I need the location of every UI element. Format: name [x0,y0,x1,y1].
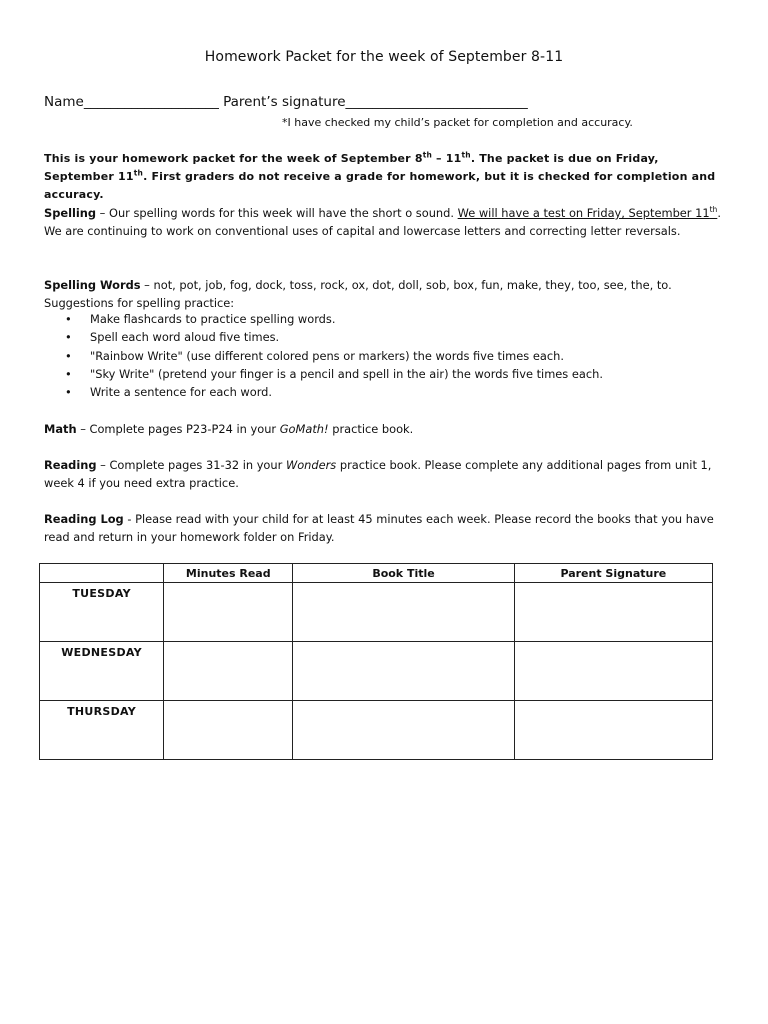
minutes-cell[interactable] [164,583,293,642]
list-item: • Spell each word aloud five times. [44,328,724,346]
table-header-row [40,564,713,583]
book-title-cell[interactable] [293,642,514,701]
reading-label: Reading [44,458,97,472]
suggestions-intro: Suggestions for spelling practice: [44,296,235,310]
reading-log-table [39,563,713,760]
book-title-cell[interactable] [293,583,514,642]
list-item: • Make flashcards to practice spelling words. [44,310,724,328]
math-label: Math [44,422,77,436]
parent-signature-cell[interactable] [514,583,712,642]
parent-signature-cell[interactable] [514,701,712,760]
day-label: WEDNESDAY [40,642,164,701]
bullet-icon: • [65,348,72,363]
list-item: • "Rainbow Write" (use different colored pens or markers) the words five times each. [44,347,724,365]
day-label: TUESDAY [40,583,164,642]
reading-log-label: Reading Log [44,512,124,526]
math-paragraph: Math – Complete pages P23-P24 in your GoMath! practice book. [44,422,414,436]
list-item: • Write a sentence for each word. [44,383,724,401]
table-row [40,583,713,642]
reading-log-paragraph: Reading Log - Please read with your child for at least 45 minutes each week. Please record the books that you have read and return in your homework folder on Friday. [44,512,714,544]
list-item: • "Sky Write" (pretend your finger is a pencil and spell in the air) the words five times each. [44,365,724,383]
page-title: Homework Packet for the week of September 8-11 [204,49,564,65]
name-signature-line: Name____________________ Parent’s signature___________________________ [44,94,528,110]
spelling-words-paragraph: Spelling Words – not, pot, job, fog, dock, toss, rock, ox, dot, doll, sob, box, fun, make, they, too, see, the, to. Suggestions for spelling practice: [44,278,672,310]
bullet-icon: • [65,385,72,400]
header-book-title: Book Title [293,564,514,583]
book-title-cell[interactable] [293,701,514,760]
spelling-paragraph: Spelling – Our spelling words for this week will have the short o sound. We will have a test on Friday, September 11th. We are continuing to work on conventional uses of capital and lowercase letters and correcting letter reversals. [44,205,721,238]
header-parent-signature: Parent Signature [514,564,712,583]
minutes-cell[interactable] [164,701,293,760]
suggestions-list [44,310,724,401]
parent-signature-cell[interactable] [514,642,712,701]
spelling-words-label: Spelling Words [44,278,141,292]
minutes-cell[interactable] [164,642,293,701]
table-row [40,642,713,701]
checked-note: *I have checked my child’s packet for completion and accuracy. [282,116,633,129]
reading-paragraph: Reading – Complete pages 31-32 in your Wonders practice book. Please complete any additional pages from unit 1, week 4 if you need extra practice. [44,458,712,490]
bullet-icon: • [65,312,72,326]
header-minutes-read: Minutes Read [164,564,293,583]
test-notice: We will have a test on Friday, September 11th [457,205,718,220]
spelling-label: Spelling [44,206,97,220]
day-label: THURSDAY [40,701,164,760]
bullet-icon: • [65,366,72,381]
table-row [40,701,713,760]
bullet-icon: • [65,330,72,345]
header-day [40,564,164,583]
intro-paragraph: This is your homework packet for the week of September 8th – 11th. The packet is due on Friday, September 11th. First graders do not receive a grade for homework, but it is checked for completion and accuracy. [44,150,716,201]
